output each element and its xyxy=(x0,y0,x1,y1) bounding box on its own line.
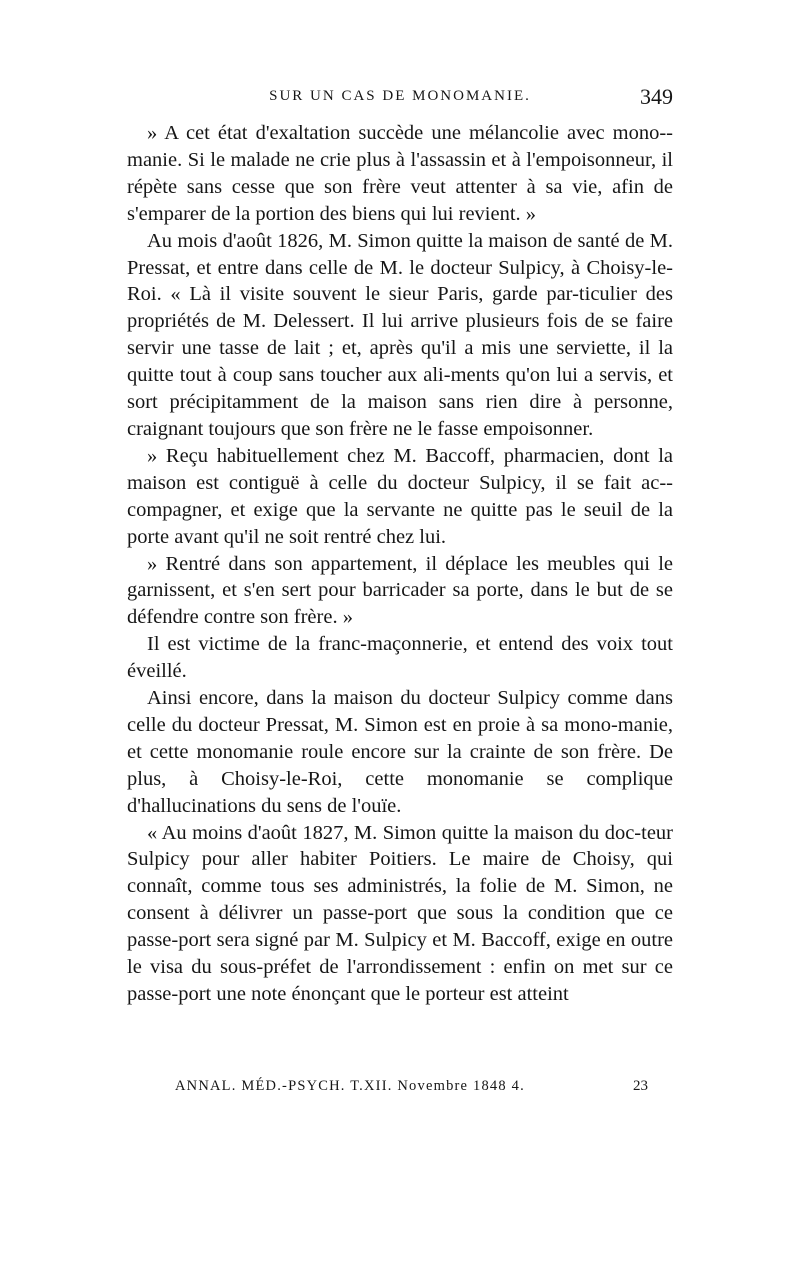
journal-reference: ANNAL. MÉD.-PSYCH. T.XII. Novembre 1848 4. xyxy=(175,1078,525,1094)
signature-mark: 23 xyxy=(633,1078,648,1094)
paragraph: « Au moins d'août 1827, M. Simon quitte la maison du doc-teur Sulpicy pour aller habiter Poitiers. Le maire de Choisy, qui connaît, comme tous ses administrés, la folie de M. Simon, ne consent à délivrer un passe-port que sous la condition que ce passe-port sera signé par M. Sulpicy et M. Baccoff, exige en outre le visa du sous-préfet de l'arrondissement : enfin on met sur ce passe-port une note énonçant que le porteur est atteint xyxy=(127,821,673,1005)
page-number: 349 xyxy=(640,84,673,109)
paragraph: Ainsi encore, dans la maison du docteur Sulpicy comme dans celle du docteur Pressat, M. Simon est en proie à sa mono-manie, et cette monomanie roule encore sur la crainte de son frère. De plus, à Choisy-le-Roi, cette monomanie se complique d'hallucinations du sens de l'ouïe. xyxy=(127,687,673,817)
body-text xyxy=(127,120,673,1008)
page-footer xyxy=(175,1078,673,1102)
paragraph: » Rentré dans son appartement, il déplace les meubles qui le garnissent, et s'en sert pour barricader sa porte, dans le but de se défendre contre son frère. » xyxy=(127,552,673,629)
running-head xyxy=(127,84,673,118)
paragraph: » Reçu habituellement chez M. Baccoff, pharmacien, dont la maison est contiguë à celle du docteur Sulpicy, il se fait ac-compagner, et exige que la servante ne quitte pas le seuil de la porte avant qu'il ne soit rentré chez lui. xyxy=(127,444,673,548)
running-title: SUR UN CAS DE MONOMANIE. xyxy=(269,88,531,104)
paragraph: Au mois d'août 1826, M. Simon quitte la maison de santé de M. Pressat, et entre dans celle de M. le docteur Sulpicy, à Choisy-le-Roi. « Là il visite souvent le sieur Paris, garde par-ticulier des propriétés de M. Delessert. Il lui arrive plusieurs fois de se faire servir une tasse de lait ; et, après qu'il a mis une serviette, il la quitte tout à coup sans toucher aux ali-ments qu'on lui a servis, et sort précipitamment de la maison sans rien dire à personne, craignant toujours que son frère ne le fasse empoisonner. xyxy=(127,229,673,440)
paragraph: » A cet état d'exaltation succède une mélancolie avec mono-manie. Si le malade ne crie plus à l'assassin et à l'empoisonneur, il répète sans cesse que son frère veut attenter à sa vie, afin de s'emparer de la portion des biens qui lui revient. » xyxy=(127,122,673,225)
paragraph: Il est victime de la franc-maçonnerie, et entend des voix tout éveillé. xyxy=(127,633,673,683)
